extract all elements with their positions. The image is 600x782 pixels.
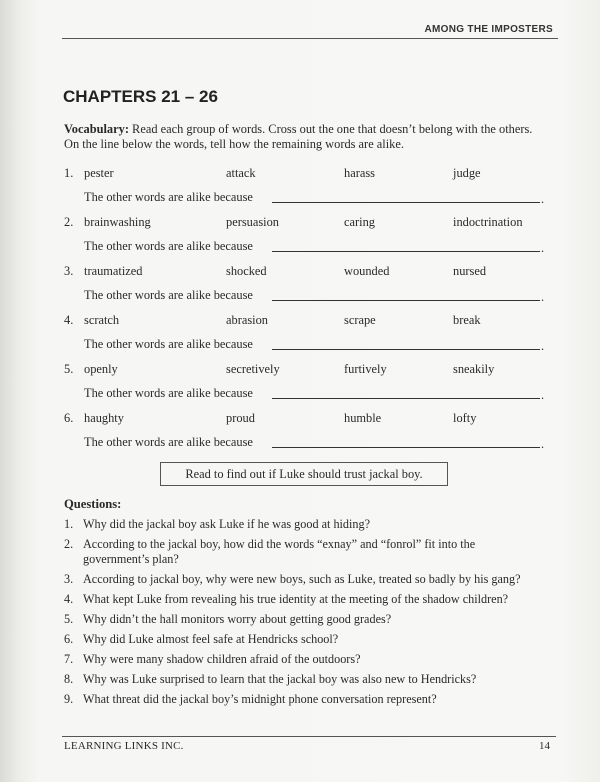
question-text: Why did Luke almost feel safe at Hendricks school? [83, 632, 339, 646]
answer-prompt: The other words are alike because [84, 386, 253, 400]
vocabulary-word[interactable]: pester [84, 166, 114, 180]
book-title: AMONG THE IMPOSTERS [424, 24, 553, 35]
vocabulary-word[interactable]: secretively [226, 362, 280, 376]
vocabulary-word[interactable]: humble [344, 411, 382, 425]
vocabulary-word[interactable]: abrasion [226, 313, 268, 327]
vocabulary-list [64, 166, 548, 460]
question-item [64, 592, 544, 607]
vocabulary-number: 4. [64, 313, 74, 327]
vocabulary-word[interactable]: shocked [226, 264, 267, 278]
instructions-label: Vocabulary: [64, 122, 129, 136]
question-number: 6. [64, 632, 74, 646]
header-rule [62, 38, 558, 39]
questions-list [64, 517, 544, 712]
vocabulary-word[interactable]: harass [344, 166, 375, 180]
answer-line[interactable] [272, 300, 540, 301]
instructions-text: Read each group of words. Cross out the one that doesn’t belong with the others. On the line below the words, tell how the remaining words are alike. [64, 122, 533, 151]
question-item [64, 612, 544, 627]
question-number: 4. [64, 592, 74, 606]
question-number: 9. [64, 692, 74, 706]
vocabulary-number: 3. [64, 264, 74, 278]
vocabulary-word[interactable]: haughty [84, 411, 124, 425]
answer-prompt: The other words are alike because [84, 435, 253, 449]
question-text: What kept Luke from revealing his true identity at the meeting of the shadow children? [83, 592, 509, 606]
question-item [64, 672, 544, 687]
question-text: Why didn’t the hall monitors worry about getting good grades? [83, 612, 392, 626]
question-text: Why did the jackal boy ask Luke if he was good at hiding? [83, 517, 371, 531]
vocabulary-word[interactable]: attack [226, 166, 256, 180]
footer-rule [62, 736, 556, 737]
question-item [64, 517, 544, 532]
line-period: . [541, 192, 545, 206]
vocabulary-word[interactable]: openly [84, 362, 118, 376]
vocabulary-word[interactable]: proud [226, 411, 255, 425]
line-period: . [541, 339, 545, 353]
publisher: LEARNING LINKS INC. [64, 740, 184, 752]
vocabulary-word[interactable]: lofty [453, 411, 477, 425]
line-period: . [541, 437, 545, 451]
vocabulary-number: 1. [64, 166, 74, 180]
question-number: 5. [64, 612, 74, 626]
vocabulary-instructions [64, 122, 544, 152]
question-text: According to the jackal boy, how did the words “exnay” and “fonrol” fit into the government’s plan? [83, 537, 476, 566]
vocabulary-word[interactable]: indoctrination [453, 215, 523, 229]
vocabulary-word[interactable]: nursed [453, 264, 487, 278]
question-item [64, 537, 544, 567]
vocabulary-item [64, 166, 548, 215]
question-number: 7. [64, 652, 74, 666]
vocabulary-item [64, 264, 548, 313]
vocabulary-word[interactable]: persuasion [226, 215, 279, 229]
line-period: . [541, 290, 545, 304]
line-period: . [541, 388, 545, 402]
answer-line[interactable] [272, 251, 540, 252]
vocabulary-item [64, 313, 548, 362]
question-text: Why were many shadow children afraid of the outdoors? [83, 652, 361, 666]
page-number: 14 [539, 740, 550, 752]
answer-prompt: The other words are alike because [84, 190, 253, 204]
vocabulary-number: 5. [64, 362, 74, 376]
question-text: Why was Luke surprised to learn that the jackal boy was also new to Hendricks? [83, 672, 477, 686]
answer-prompt: The other words are alike because [84, 239, 253, 253]
question-item [64, 632, 544, 647]
vocabulary-word[interactable]: sneakily [453, 362, 495, 376]
question-number: 1. [64, 517, 74, 531]
line-period: . [541, 241, 545, 255]
answer-prompt: The other words are alike because [84, 337, 253, 351]
answer-line[interactable] [272, 202, 540, 203]
vocabulary-word[interactable]: scrape [344, 313, 376, 327]
vocabulary-word[interactable]: scratch [84, 313, 120, 327]
question-item [64, 692, 544, 707]
question-text: What threat did the jackal boy’s midnight phone conversation represent? [83, 692, 437, 706]
question-text: According to jackal boy, why were new boys, such as Luke, treated so badly by his gang? [83, 572, 521, 586]
vocabulary-word[interactable]: judge [453, 166, 481, 180]
vocabulary-number: 2. [64, 215, 74, 229]
vocabulary-item [64, 362, 548, 411]
vocabulary-item [64, 411, 548, 460]
vocabulary-item [64, 215, 548, 264]
question-number: 2. [64, 537, 74, 551]
vocabulary-word[interactable]: traumatized [84, 264, 143, 278]
vocabulary-word[interactable]: brainwashing [84, 215, 151, 229]
vocabulary-word[interactable]: wounded [344, 264, 390, 278]
question-item [64, 652, 544, 667]
answer-line[interactable] [272, 398, 540, 399]
questions-heading: Questions: [64, 497, 122, 511]
reading-prompt-box: Read to find out if Luke should trust jackal boy. [160, 462, 448, 486]
question-number: 8. [64, 672, 74, 686]
answer-line[interactable] [272, 447, 540, 448]
answer-prompt: The other words are alike because [84, 288, 253, 302]
vocabulary-word[interactable]: break [453, 313, 481, 327]
question-number: 3. [64, 572, 74, 586]
vocabulary-word[interactable]: caring [344, 215, 375, 229]
question-item [64, 572, 544, 587]
vocabulary-number: 6. [64, 411, 74, 425]
section-title: CHAPTERS 21 – 26 [63, 87, 218, 106]
answer-line[interactable] [272, 349, 540, 350]
vocabulary-word[interactable]: furtively [344, 362, 387, 376]
